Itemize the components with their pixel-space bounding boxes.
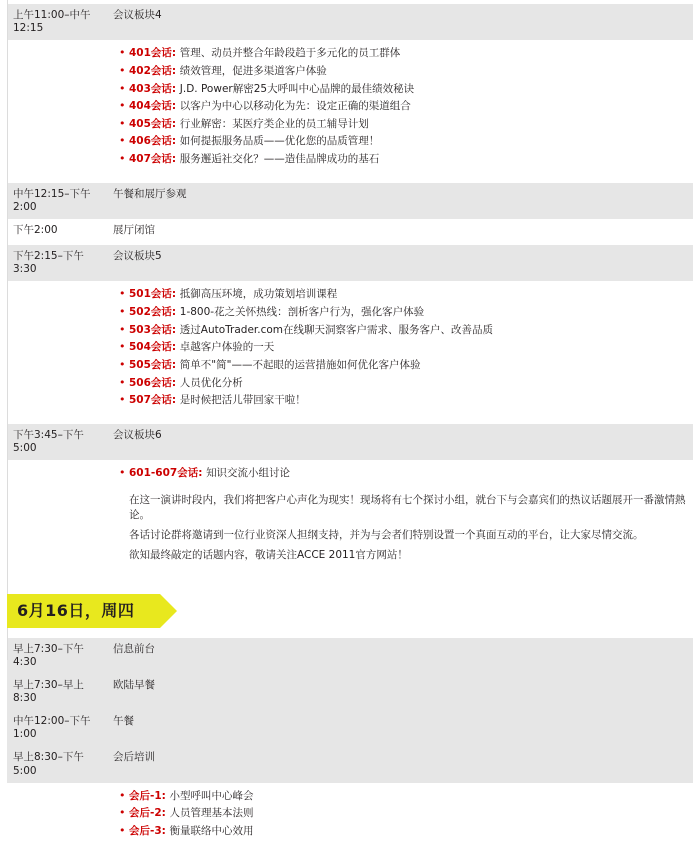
schedule-row-title: 欧陆早餐 — [113, 678, 155, 691]
schedule-row — [7, 674, 693, 710]
schedule-row-time — [7, 783, 107, 852]
session-description: 简单不"简"——不起眼的运营措施如何优化客户体验 — [179, 358, 421, 371]
session-code: 407会话: — [129, 153, 180, 166]
session-code: 会后-3: — [129, 825, 170, 838]
session-code: 502会话: — [129, 306, 180, 318]
schedule-row-content — [107, 710, 693, 746]
session-code: 会后-2: — [129, 807, 170, 820]
session-item[interactable] — [113, 341, 687, 355]
schedule-row-content — [107, 4, 693, 40]
session-description: 1-800-花之关怀热线：剖析客户行为，强化客户体验 — [179, 306, 425, 318]
session-description: 以客户为中心以移动化为先：设定正确的渠道组合 — [179, 100, 411, 113]
schedule-row-content — [107, 424, 693, 460]
session-code: 406会话: — [129, 135, 180, 148]
session-code: 405会话: — [129, 117, 180, 130]
session-item[interactable] — [113, 394, 687, 408]
session-list — [113, 465, 687, 489]
session-item[interactable] — [113, 790, 687, 804]
schedule-row-time — [7, 460, 107, 569]
session-code: 601-607会话: — [129, 467, 207, 480]
session-description: 服务邂逅社交化？——造佳品牌成功的基石 — [179, 153, 380, 166]
session-description: 绩效管理，促进多渠道客户体验 — [179, 64, 327, 77]
session-paragraph: 欲知最终敲定的话题内容，敬请关注ACCE 2011官方网站！ — [129, 548, 408, 561]
session-description: 抵御高压环境，成功策划培训课程 — [179, 288, 338, 301]
schedule-row-title: 会议板块4 — [113, 9, 162, 21]
row-spacer — [0, 569, 700, 572]
schedule-row-content — [107, 219, 693, 242]
schedule-row-time: 下午3:45–下午5:00 — [13, 428, 84, 454]
schedule-row-content — [107, 460, 693, 569]
schedule-row-content — [107, 183, 693, 219]
session-code: 507会话: — [129, 394, 180, 407]
schedule-row-title: 会议板块6 — [113, 428, 162, 441]
session-description: 管理、动员并整合年龄段趋于多元化的员工群体 — [179, 47, 401, 60]
session-item[interactable] — [113, 135, 687, 149]
session-description: 卓越客户体验的一天 — [179, 341, 275, 354]
session-description: 小型呼叫中心峰会 — [169, 789, 254, 802]
session-item[interactable] — [113, 83, 687, 97]
session-list — [113, 788, 687, 847]
schedule-row — [7, 460, 693, 569]
session-description: 知识交流小组讨论 — [206, 467, 291, 480]
schedule-row-content — [107, 245, 693, 281]
schedule-row-time: 中午12:00–下午1:00 — [13, 715, 91, 741]
row-spacer — [0, 852, 700, 855]
schedule-row-title: 展厅闭馆 — [113, 223, 155, 236]
session-item[interactable] — [113, 807, 687, 821]
schedule-row-time — [7, 281, 107, 420]
session-description: 人员管理基本法则 — [169, 807, 254, 820]
schedule-row-title: 午餐 — [113, 715, 134, 728]
schedule-row-title: 午餐和展厅参观 — [113, 187, 187, 200]
session-description: 是时候把活儿带回家干啦！ — [179, 394, 306, 407]
schedule-row — [7, 424, 693, 460]
session-item[interactable] — [113, 467, 687, 481]
session-description: 行业解密：某医疗类企业的员工辅导计划 — [179, 117, 369, 130]
session-code: 402会话: — [129, 64, 180, 77]
session-code: 501会话: — [129, 288, 180, 301]
schedule-row-time: 早上7:30–下午4:30 — [13, 642, 84, 668]
day2-banner-wrap — [7, 594, 693, 628]
day1-schedule — [0, 4, 700, 572]
day2-schedule — [0, 638, 700, 855]
day2-banner-label: 6月16日，周四 — [17, 600, 135, 620]
session-description: 如何提振服务品质——优化您的品质管理！ — [179, 135, 380, 148]
session-item[interactable] — [113, 100, 687, 114]
schedule-row-content — [107, 746, 693, 782]
schedule-row-time: 早上8:30–下午5:00 — [13, 751, 84, 777]
day2-banner — [7, 594, 160, 628]
schedule-row — [7, 245, 693, 281]
schedule-row-title: 会后培训 — [113, 751, 155, 764]
session-code: 404会话: — [129, 100, 180, 113]
session-item[interactable] — [113, 306, 687, 320]
schedule-row-time — [7, 40, 107, 179]
session-code: 403会话: — [129, 82, 180, 95]
session-item[interactable] — [113, 377, 687, 391]
schedule-row-time: 下午2:00 — [13, 223, 58, 236]
schedule-row — [7, 710, 693, 746]
session-description: 人员优化分析 — [179, 376, 243, 389]
schedule-row-title: 会议板块5 — [113, 250, 162, 263]
session-code: 503会话: — [129, 323, 180, 336]
session-item[interactable] — [113, 153, 687, 167]
schedule-row-content — [107, 638, 693, 674]
session-item[interactable] — [113, 118, 687, 132]
session-item[interactable] — [113, 288, 687, 302]
session-item[interactable] — [113, 47, 687, 61]
session-code: 会后-1: — [129, 789, 170, 802]
schedule-row-content — [107, 281, 693, 420]
schedule-row — [7, 40, 693, 179]
schedule-row-time: 上午11:00–中午12:15 — [13, 9, 91, 35]
session-code: 401会话: — [129, 47, 180, 60]
left-vertical-rule — [7, 0, 8, 660]
schedule-row — [7, 4, 693, 40]
schedule-row — [7, 183, 693, 219]
schedule-row-time: 下午2:15–下午3:30 — [13, 250, 84, 276]
session-description: J.D. Power解密25大呼叫中心品牌的最佳绩效秘诀 — [179, 82, 415, 95]
session-code: 504会话: — [129, 341, 180, 354]
session-description: 衡量联络中心效用 — [169, 825, 254, 838]
session-item[interactable] — [113, 65, 687, 79]
session-item[interactable] — [113, 359, 687, 373]
session-paragraph: 在这一演讲时段内，我们将把客户心声化为现实！现场将有七个探讨小组，就台下与会嘉宾们的热议话题展开一番激情熱论。 — [129, 493, 686, 522]
session-description: 透过AutoTrader.com在线聊天洞察客户需求、服务客户、改善品质 — [179, 323, 494, 336]
schedule-row-time: 中午12:15–下午2:00 — [13, 187, 91, 213]
schedule-row-content — [107, 674, 693, 710]
session-list — [113, 286, 687, 415]
schedule-row-content — [107, 40, 693, 179]
schedule-row-content — [107, 783, 693, 852]
session-item[interactable] — [113, 324, 687, 338]
session-code: 505会话: — [129, 358, 180, 371]
schedule-row — [7, 638, 693, 674]
schedule-row-title: 信息前台 — [113, 642, 155, 655]
session-code: 506会话: — [129, 376, 180, 389]
schedule-row — [7, 746, 693, 782]
schedule-row — [7, 219, 693, 242]
session-list — [113, 45, 687, 174]
schedule-row — [7, 281, 693, 420]
schedule-row — [7, 783, 693, 852]
session-paragraph: 各话讨论群将邀请到一位行业资深人担纲支持，并为与会者们特别设置一个真面互动的平台，让大家尽情交流。 — [129, 529, 644, 542]
schedule-row-time: 早上7:30–早上8:30 — [13, 678, 84, 705]
session-item[interactable] — [113, 825, 687, 839]
